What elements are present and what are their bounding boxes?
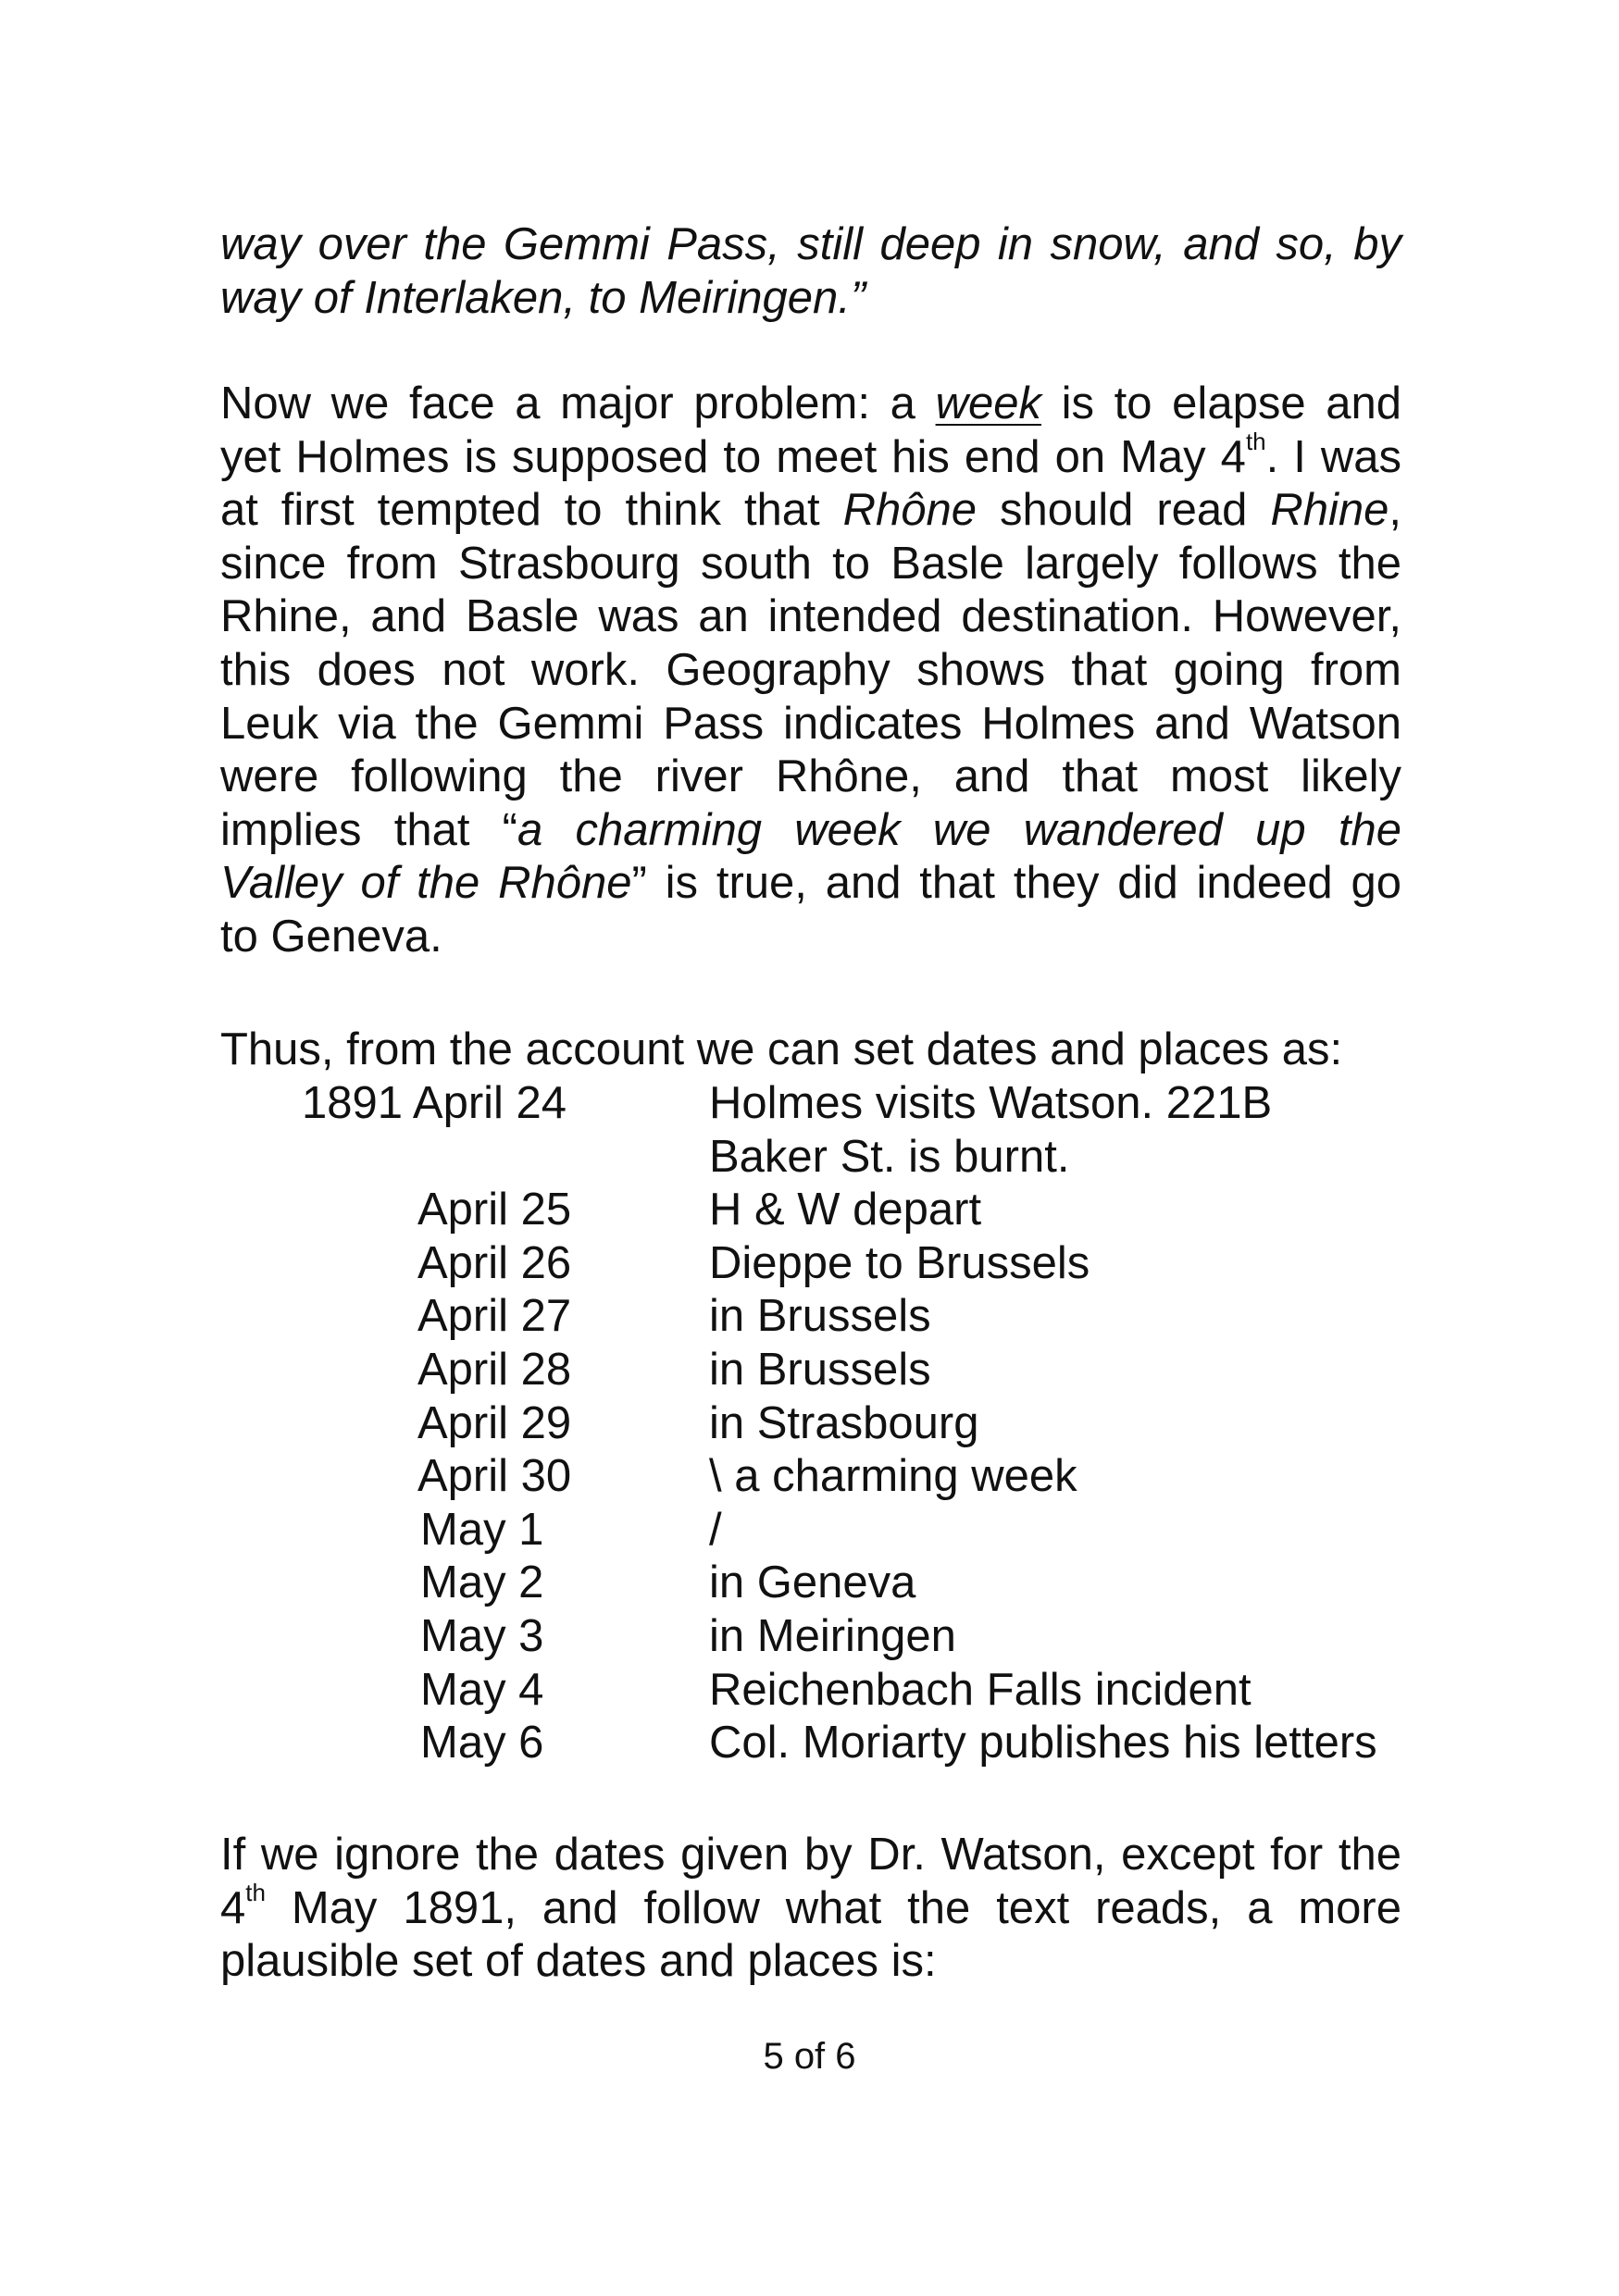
timeline-date: 1891 April 24 <box>302 1078 567 1128</box>
timeline-intro-line: Thus, from the account we can set dates and places as: <box>220 1024 1343 1074</box>
timeline-date: April 29 <box>417 1397 572 1448</box>
timeline-event: in Brussels <box>709 1345 931 1395</box>
page-number: 5 of 6 <box>763 2036 856 2077</box>
timeline-event: Holmes visits Watson. 221B <box>709 1078 1273 1128</box>
analysis-paragraph <box>220 378 1401 964</box>
timeline-event: in Geneva <box>709 1558 916 1608</box>
timeline-event: \ a charming week <box>709 1451 1077 1502</box>
alternative-line-1: If we ignore the dates given by Dr. Watson, except for the <box>220 1830 1401 1880</box>
analysis-line-3: at first tempted to think that Rhône should read Rhine, <box>220 485 1401 536</box>
timeline-date: April 27 <box>417 1291 572 1342</box>
alternative-line-2: 4th May 1891, and follow what the text reads, a more <box>220 1879 1401 1933</box>
timeline-event: H & W depart <box>709 1185 982 1235</box>
alternative-paragraph <box>220 1829 1401 1989</box>
analysis-line-11: to Geneva. <box>220 911 442 962</box>
quote-line-1: way over the Gemmi Pass, still deep in snow, and so, by <box>220 219 1401 269</box>
timeline-date: April 30 <box>417 1451 572 1502</box>
analysis-line-2: yet Holmes is supposed to meet his end on May 4th. I was <box>220 428 1402 482</box>
timeline-date: April 25 <box>417 1185 572 1235</box>
analysis-line-10: Valley of the Rhône” is true, and that they did indeed go <box>220 858 1401 909</box>
timeline-date: April 28 <box>417 1345 572 1395</box>
analysis-line-8: were following the river Rhône, and that most likely <box>220 751 1401 802</box>
timeline-event: in Meiringen <box>709 1611 956 1661</box>
timeline-date: May 2 <box>420 1558 544 1608</box>
timeline-date: April 26 <box>417 1237 572 1288</box>
timeline-event: / <box>709 1504 722 1555</box>
timeline-event: Col. Moriarty publishes his letters <box>709 1718 1377 1769</box>
timeline-event: Dieppe to Brussels <box>709 1237 1090 1288</box>
timeline-event: in Strasbourg <box>709 1397 979 1448</box>
analysis-line-7: Leuk via the Gemmi Pass indicates Holmes and Watson <box>220 698 1401 749</box>
analysis-line-5: Rhine, and Basle was an intended destination. However, <box>220 591 1401 642</box>
timeline-event: in Brussels <box>709 1291 931 1342</box>
timeline-intro <box>220 1024 1401 1077</box>
quote-line-2: way of Interlaken, to Meiringen.” <box>220 272 866 323</box>
quote-continuation <box>220 218 1401 325</box>
timeline-date: May 4 <box>420 1664 544 1715</box>
analysis-line-6: this does not work. Geography shows that going from <box>220 644 1401 695</box>
timeline-date: May 1 <box>420 1504 544 1555</box>
week-emphasis: week <box>935 379 1041 428</box>
timeline-event: Reichenbach Falls incident <box>709 1664 1252 1715</box>
analysis-line-1: Now we face a major problem: a week is to elapse and <box>220 379 1401 428</box>
alternative-line-3: plausible set of dates and places is: <box>220 1936 937 1987</box>
timeline-date: May 6 <box>420 1718 544 1769</box>
analysis-line-9: implies that “a charming week we wandered up the <box>220 804 1401 855</box>
timeline-event: Baker St. is burnt. <box>709 1131 1070 1182</box>
analysis-line-4: since from Strasbourg south to Basle largely follows the <box>220 538 1401 589</box>
timeline-date: May 3 <box>420 1611 544 1661</box>
